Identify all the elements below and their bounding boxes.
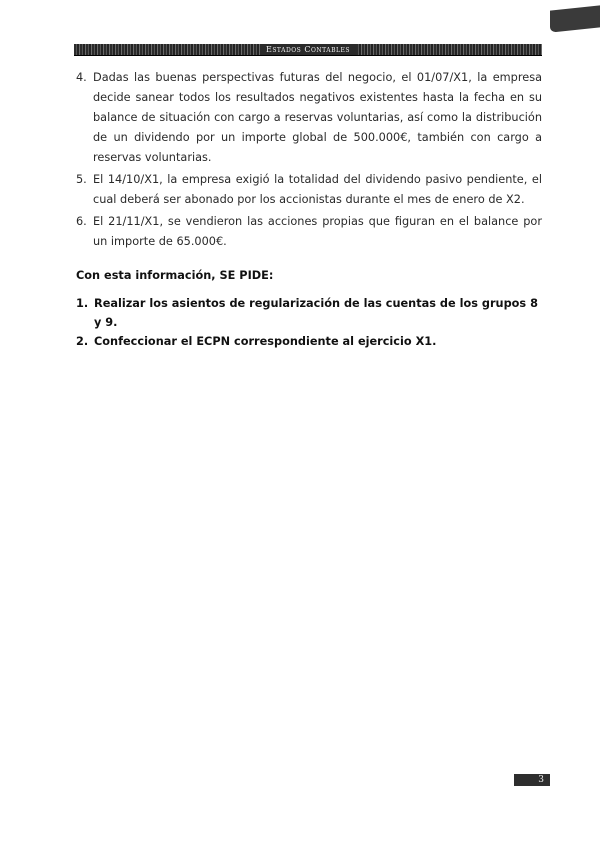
item-text: El 14/10/X1, la empresa exigió la totalidad del dividendo pasivo pendiente, el cual deberá ser abonado por los accionistas durante el mes de enero de X2. — [93, 173, 542, 206]
statement-item-5 — [76, 170, 542, 210]
task-text: Realizar los asientos de regularización de las cuentas de los grupos 8 y 9. — [94, 297, 538, 329]
item-number: 4. — [76, 71, 87, 84]
document-body — [76, 68, 542, 351]
task-text: Confeccionar el ECPN correspondiente al ejercicio X1. — [94, 335, 437, 348]
item-number: 6. — [76, 215, 87, 228]
statement-list — [76, 68, 542, 252]
statement-item-6 — [76, 212, 542, 252]
header-band — [74, 44, 542, 56]
task-item-2 — [76, 332, 542, 351]
item-number: 5. — [76, 173, 87, 186]
item-text: El 21/11/X1, se vendieron las acciones propias que figuran en el balance por un importe de 65.000€. — [93, 215, 542, 248]
task-number: 1. — [76, 297, 89, 310]
statement-item-4 — [76, 68, 542, 168]
section-title: Con esta información, SE PIDE: — [76, 269, 274, 282]
task-list — [76, 294, 542, 351]
task-number: 2. — [76, 335, 89, 348]
header-title: Estados Contables — [260, 44, 356, 55]
scan-corner-mark — [550, 5, 600, 32]
page-number: 3 — [514, 774, 550, 786]
item-text: Dadas las buenas perspectivas futuras del negocio, el 01/07/X1, la empresa decide sanear todos los resultados negativos existentes hasta la fecha en su balance de situación con cargo a reservas voluntarias, así como la distribución de un dividendo por un importe global de 500.000€, también con cargo a reservas voluntarias. — [93, 71, 542, 164]
task-item-1 — [76, 294, 542, 332]
